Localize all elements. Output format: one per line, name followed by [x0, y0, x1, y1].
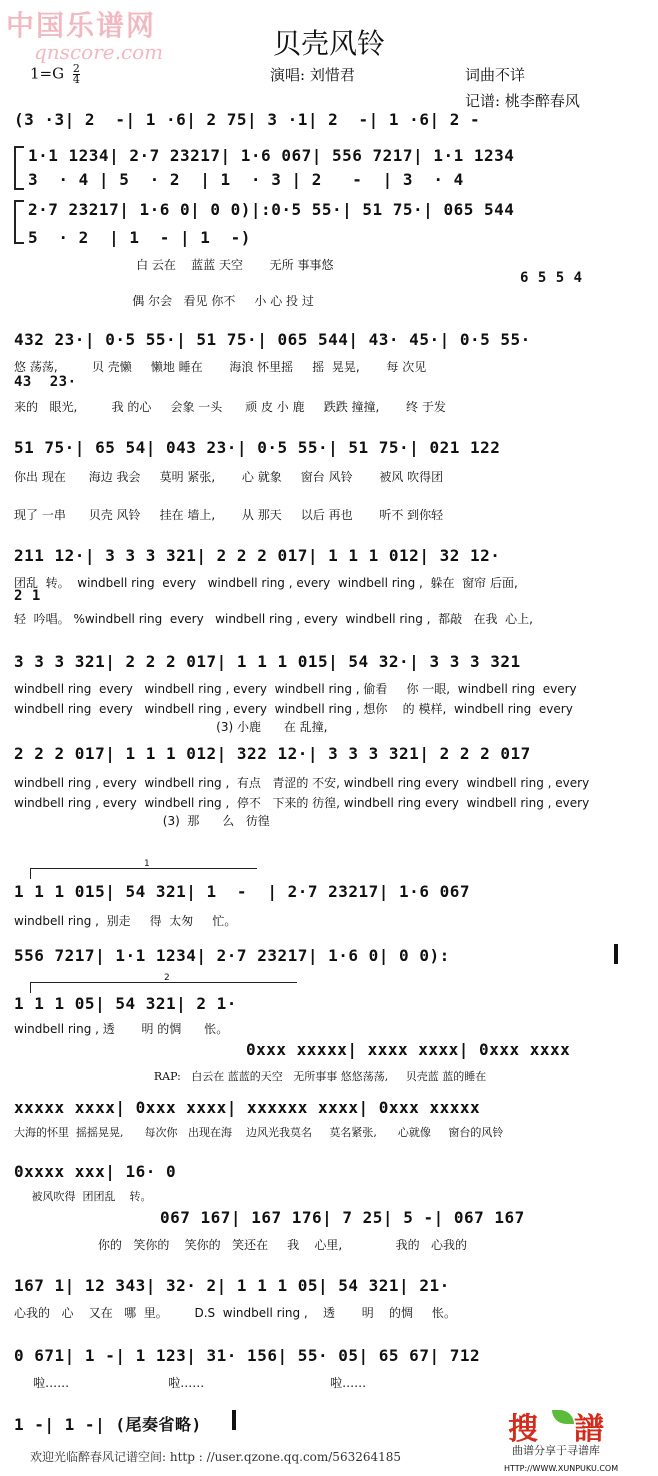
logo-url: HTTP://WWW.XUNPUKU.COM [504, 1464, 619, 1473]
time-signature [73, 64, 80, 85]
rap-rhythm-row-2: xxxxx xxxx| 0xxx xxxx| xxxxxx xxxx| 0xxx xxxxx [14, 1098, 481, 1117]
lyrics-line: windbell ring every windbell ring , every windbell ring , 想你 的 模样, windbell ring every [14, 702, 573, 716]
notation-row-melody-6: 3 3 3 321| 2 2 2 017| 1 1 1 015| 54 32·| 3 3 3 321 [14, 652, 521, 671]
lyrics-line: 你出 现在 海边 我会 莫明 紧张, 心 就象 窗台 风铃 被风 吹得团 [14, 470, 444, 484]
rap-lyrics-line: RAP: 白云在 蓝蓝的天空 无所事事 悠悠荡荡, 贝壳蓝 蓝的睡在 [14, 1070, 487, 1083]
system-brace [14, 200, 24, 244]
notation-row-harmony-alt: 6 5 5 4 [520, 270, 583, 286]
notation-row-melody-11: 067 167| 167 176| 7 25| 5 -| 067 167 [160, 1208, 525, 1227]
lyrics-line: windbell ring , every windbell ring , 有点 青涩的 不安, windbell ring every windbell ring , every [14, 776, 590, 790]
lyrics-line: 啦…… 啦…… 啦…… [14, 1376, 367, 1390]
logo-char-2: 譜 [574, 1412, 604, 1447]
notation-row-melody-9: 556 7217| 1·1 1234| 2·7 23217| 1·6 0| 0 0): [14, 946, 450, 965]
volta-number: 1 [144, 859, 150, 869]
notation-row-alt-5: 2 1 [14, 588, 41, 604]
leaf-icon [552, 1410, 574, 1424]
xunpuku-logo [508, 1404, 626, 1457]
rap-rhythm-row-1: 0xxx xxxxx| xxxx xxxx| 0xxx xxxx [246, 1040, 571, 1059]
notation-row-melody-3: 432 23·| 0·5 55·| 51 75·| 065 544| 43· 45·| 0·5 55· [14, 330, 531, 349]
lyrics-line: 来的 眼光, 我 的心 会象 一头 顽 皮 小 鹿 跌跌 撞撞, 终 于发 [14, 400, 446, 414]
rap-rhythm-row-3: 0xxxx xxx| 16· 0 [14, 1162, 177, 1181]
lyrics-line: 轻 吟唱。 %windbell ring every windbell ring , every windbell ring , 都敲 在我 心上, [14, 612, 533, 626]
notation-row-melody-2: 2·7 23217| 1·6 0| 0 0)|:0·5 55·| 51 75·| 065 544 [28, 200, 515, 219]
notation-row-melody-7: 2 2 2 017| 1 1 1 012| 322 12·| 3 3 3 321| 2 2 2 017 [14, 744, 531, 763]
rap-lyrics-line: 大海的怀里 摇摇晃晃, 每次你 出现在海 边风光我莫名 莫名紧张, 心就像 窗台的风铃 [14, 1126, 504, 1139]
system-brace [14, 146, 24, 190]
logo-char-1: 搜 [508, 1412, 538, 1447]
lyrics-line: 团乱 转。 windbell ring every windbell ring , every windbell ring , 躲在 窗帘 后面, [14, 576, 518, 590]
volta-bracket-2 [30, 973, 297, 993]
time-sig-bottom: 4 [72, 73, 80, 86]
lyrics-line: 白 云在 蓝蓝 天空 无所 事事悠 [14, 258, 334, 272]
key-label: 1=G [30, 64, 65, 83]
volta-bracket-1 [30, 859, 257, 879]
song-title: 贝壳风铃 [272, 27, 385, 60]
key-signature [30, 64, 80, 85]
lyrics-line: 现了 一串 贝壳 风铃 挂在 墙上, 从 那天 以后 再也 听不 到你轻 [14, 508, 444, 522]
notation-row-alt-3: 43 23· [14, 374, 77, 390]
lyrics-line: windbell ring , 别走 得 太匆 忙。 [14, 914, 237, 928]
notation-row-melody-4: 51 75·| 65 54| 043 23·| 0·5 55·| 51 75·| 021 122 [14, 438, 501, 457]
repeat-end-bar [614, 944, 618, 964]
notation-row-ending: 1 -| 1 -| (尾奏省略) [14, 1415, 202, 1434]
lyrics-line: (3) 那 么 彷徨 [14, 814, 270, 828]
footer-text: 欢迎光临醉春风记谱空间: http : //user.qzone.qq.com/563264185 [30, 1450, 402, 1464]
lyrics-line: 悠 荡荡, 贝 壳懒 懒地 睡在 海浪 怀里摇 摇 晃晃, 每 次见 [14, 360, 427, 374]
singer-credit: 演唱: 刘惜君 [270, 66, 355, 84]
notation-row-harmony-2: 5 · 2 | 1 - | 1 -) [28, 228, 251, 247]
lyrics-line: 你的 笑你的 笑你的 笑还在 我 心里, 我的 心我的 [14, 1238, 468, 1252]
lyrics-line: (3) 小鹿 在 乱撞, [14, 720, 328, 734]
lyrics-line: 心我的 心 又在 哪 里。 D.S windbell ring , 透 明 的惆 怅。 [14, 1306, 457, 1320]
transcriber-credit: 记谱: 桃李醉春风 [465, 92, 580, 110]
notation-row-melody-5: 211 12·| 3 3 3 321| 2 2 2 017| 1 1 1 012| 32 12· [14, 546, 501, 565]
time-sig-top: 2 [72, 62, 80, 75]
logo-slogan: 曲谱分享于寻谱库 [512, 1444, 600, 1457]
rap-lyrics-line: 被风吹得 团团乱 转。 [14, 1190, 152, 1203]
notation-row-melody-10: 1 1 1 05| 54 321| 2 1· [14, 994, 237, 1013]
notation-row-melody-1: 1·1 1234| 2·7 23217| 1·6 067| 556 7217| 1·1 1234 [28, 146, 515, 165]
lyrics-line: windbell ring , 透 明 的惆 怅。 [14, 1022, 229, 1036]
final-bar [232, 1410, 236, 1430]
composer-credit: 词曲不详 [465, 66, 526, 84]
watermark-top: 中国乐谱网 [6, 9, 157, 42]
notation-row-melody-12: 167 1| 12 343| 32· 2| 1 1 1 05| 54 321| 21· [14, 1276, 450, 1295]
notation-row-intro: (3 ·3| 2 -| 1 ·6| 2 75| 3 ·1| 2 -| 1 ·6| 2 - [14, 110, 481, 129]
lyrics-line: windbell ring every windbell ring , every windbell ring , 偷看 你 一眼, windbell ring every [14, 682, 577, 696]
lyrics-line: windbell ring , every windbell ring , 停不 下来的 彷徨, windbell ring every windbell ring , every [14, 796, 590, 810]
notation-row-coda: 0 671| 1 -| 1 123| 31· 156| 55· 05| 65 67| 712 [14, 1346, 481, 1365]
watermark-bottom: qnscore.com [34, 40, 164, 64]
notation-row-harmony-1: 3 · 4 | 5 · 2 | 1 · 3 | 2 - | 3 · 4 [28, 170, 464, 189]
lyrics-line: 偶 尔会 看见 你不 小 心 投 过 [14, 294, 314, 308]
volta-number: 2 [164, 973, 170, 983]
notation-row-melody-8: 1 1 1 015| 54 321| 1 - | 2·7 23217| 1·6 067 [14, 882, 470, 901]
